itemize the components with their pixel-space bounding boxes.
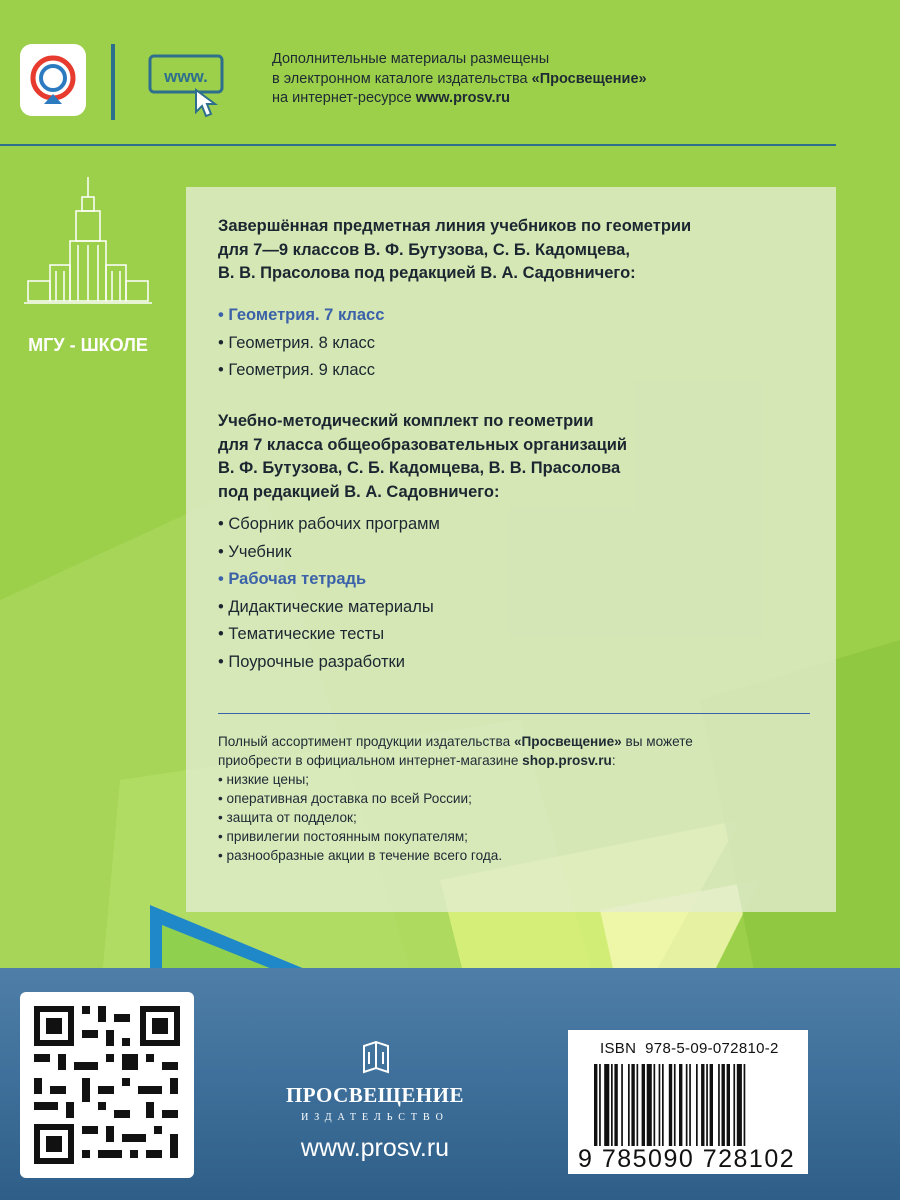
barcode-bar — [696, 1064, 698, 1146]
barcode-bar — [642, 1064, 645, 1146]
grades-list — [218, 302, 818, 385]
list-item: • Геометрия. 9 класс — [218, 361, 376, 379]
list-item: • Рабочая тетрадь — [218, 570, 367, 588]
list-item: • Тематические тесты — [218, 625, 385, 643]
barcode-bar — [611, 1064, 613, 1146]
barcode-bar — [710, 1064, 713, 1146]
barcode-bar — [647, 1064, 652, 1146]
list-item: • Поурочные разработки — [218, 652, 405, 671]
www-hand-icon — [148, 50, 226, 118]
list-item: • Сборник рабочих программ — [218, 515, 440, 533]
header-divider — [111, 44, 115, 120]
list-item: • Геометрия. 7 класс — [218, 306, 385, 324]
barcode-bar — [654, 1064, 656, 1146]
barcode-bar — [737, 1064, 742, 1146]
barcode-bar — [722, 1064, 725, 1146]
barcode-bar — [631, 1064, 634, 1146]
list-item: • привилегии постоянным покупателям; — [218, 829, 468, 844]
mgu-school-logo — [22, 175, 154, 365]
barcode-bar — [669, 1064, 672, 1146]
barcode-bar — [604, 1064, 609, 1146]
list-item: • низкие цены; — [218, 772, 309, 787]
section-divider — [218, 713, 810, 714]
list-item: • Учебник — [218, 542, 292, 561]
barcode-bar — [706, 1064, 708, 1146]
publisher-name: ПРОСВЕЩЕНИЕ — [285, 1083, 465, 1107]
barcode-bar — [621, 1064, 623, 1146]
barcode-bar — [599, 1064, 601, 1146]
notice-line-1: Дополнительные материалы размещены — [272, 51, 550, 67]
notice-line-3: на интернет-ресурсе www.prosv.ru — [272, 90, 511, 106]
shop-info: Полный ассортимент продукции издательства «Просвещение» вы можете приобрести в официальном интернет-магазине shop.prosv.ru: • низкие цены; • оперативная доставка по всей России; • защита от подделок; • привилегии постоянным покупателям; • разнообразные акции в течение всего года. — [218, 732, 838, 865]
barcode-bar — [659, 1064, 661, 1146]
barcode — [594, 1064, 804, 1146]
barcode-bar — [718, 1064, 720, 1146]
prosveshchenie-logo-icon — [20, 44, 86, 116]
list-item: • оперативная доставка по всей России; — [218, 791, 472, 806]
barcode-bar — [674, 1064, 676, 1146]
isbn-text: ISBN 978-5-09-072810-2 — [600, 1040, 779, 1057]
barcode-bar — [744, 1064, 746, 1146]
barcode-bar — [628, 1064, 630, 1146]
barcode-bar — [733, 1064, 735, 1146]
publisher-subtitle: ИЗДАТЕЛЬСТВО — [301, 1112, 449, 1123]
barcode-bar — [679, 1064, 682, 1146]
barcode-digits: 9 785090 728102 — [578, 1145, 796, 1173]
publisher-url: www.prosv.ru — [300, 1134, 450, 1162]
publisher-book-icon — [358, 1040, 394, 1076]
list-item: • разнообразные акции в течение всего года. — [218, 848, 503, 863]
list-item: • защита от подделок; — [218, 810, 357, 825]
barcode-bar — [686, 1064, 688, 1146]
kit-description: Учебно-методический комплект по геометрии для 7 класса общеобразовательных организаций В. Ф. Бутузова, С. Б. Кадомцева, В. В. Прасолова под редакцией В. А. Садовничего: — [218, 412, 628, 501]
header-notice — [272, 50, 872, 109]
barcode-bar — [614, 1064, 617, 1146]
isbn-block — [568, 1030, 808, 1174]
www-label: www. — [164, 67, 208, 86]
barcode-bar — [594, 1064, 597, 1146]
barcode-bar — [637, 1064, 639, 1146]
list-item: • Геометрия. 8 класс — [218, 333, 376, 352]
list-item: • Дидактические материалы — [218, 597, 434, 616]
mgu-label: МГУ - ШКОЛЕ — [28, 335, 148, 355]
barcode-bar — [701, 1064, 704, 1146]
barcode-bar — [689, 1064, 691, 1146]
notice-line-2: в электронном каталоге издательства «Просвещение» — [272, 70, 647, 87]
barcode-bar — [662, 1064, 664, 1146]
line-description: Завершённая предметная линия учебников по геометрии для 7—9 классов В. Ф. Бутузова, С. Б. Кадомцева, В. В. Прасолова под редакцией В. А. Садовничего: — [218, 217, 692, 283]
qr-code-icon — [20, 992, 194, 1178]
kit-list — [218, 511, 818, 676]
barcode-bar — [727, 1064, 730, 1146]
header-rule — [0, 144, 836, 146]
